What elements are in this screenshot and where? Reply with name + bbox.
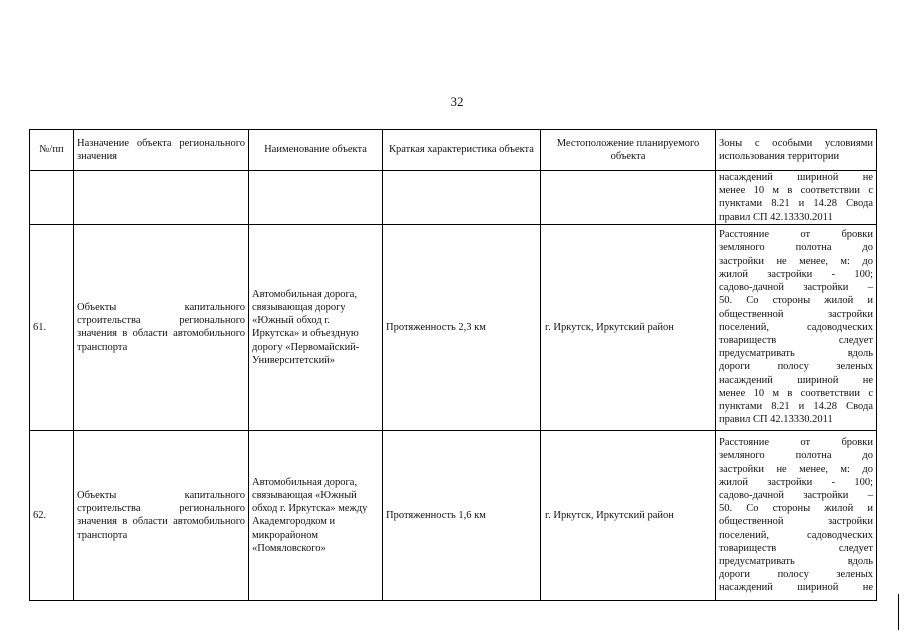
header-characteristic: Краткая характеристика объекта bbox=[383, 130, 541, 171]
zones-line: земляного полотна до bbox=[719, 242, 873, 254]
zones-line: товариществ следует bbox=[719, 542, 873, 554]
zones-line: дороги полосу зеленых bbox=[719, 569, 873, 581]
zones-line: Расстояние от бровки bbox=[719, 229, 873, 241]
cell-num: 61. bbox=[30, 224, 74, 430]
zones-line: дороги полосу зеленых bbox=[719, 361, 873, 373]
header-name: Наименование объекта bbox=[249, 130, 383, 171]
zones-line: застройки не менее, м: до bbox=[719, 463, 873, 475]
zones-line: земляного полотна до bbox=[719, 450, 873, 462]
table-header-row bbox=[30, 130, 877, 171]
zones-line: поселений, садоводческих bbox=[719, 321, 873, 333]
header-zones: Зоны с особыми условиями использования территории bbox=[716, 130, 877, 171]
cell-zones bbox=[716, 430, 877, 600]
cell-zones-continuation bbox=[716, 171, 877, 225]
zones-line: общественной застройки bbox=[719, 308, 873, 320]
zones-line: пунктами 8.21 и 14.28 Свода bbox=[719, 400, 873, 412]
header-num: №/пп bbox=[30, 130, 74, 171]
page-number: 32 bbox=[450, 94, 464, 109]
cell-num: 62. bbox=[30, 430, 74, 600]
zones-line: насаждений шириной не bbox=[719, 374, 873, 386]
zones-line: менее 10 м в соответствии с bbox=[719, 185, 873, 197]
scan-edge-line bbox=[898, 594, 899, 630]
zones-line: общественной застройки bbox=[719, 516, 873, 528]
zones-line: насаждений шириной не bbox=[719, 582, 873, 594]
table-row-continuation bbox=[30, 171, 877, 225]
cell-empty bbox=[541, 171, 716, 225]
cell-zones bbox=[716, 224, 877, 430]
zones-line: жилой застройки - 100; bbox=[719, 476, 873, 488]
zones-line: жилой застройки - 100; bbox=[719, 268, 873, 280]
header-purpose: Назначение объекта регионального значения bbox=[74, 130, 249, 171]
cell-purpose: Объекты капитального строительства регионального значения в области автомобильного транспорта bbox=[74, 430, 249, 600]
cell-name: Автомобильная дорога, связывающая «Южный обход г. Иркутска» между Академгородком и микрорайоном «Помяловского» bbox=[249, 430, 383, 600]
header-location: Местоположение планируемого объекта bbox=[541, 130, 716, 171]
zones-line: правил СП 42.13330.2011 bbox=[719, 211, 833, 223]
zones-line: правил СП 42.13330.2011 bbox=[719, 414, 833, 426]
cell-purpose: Объекты капитального строительства регионального значения в области автомобильного транспорта bbox=[74, 224, 249, 430]
table-row bbox=[30, 224, 877, 430]
cell-empty bbox=[249, 171, 383, 225]
cell-characteristic: Протяженность 2,3 км bbox=[383, 224, 541, 430]
zones-line: предусматривать вдоль bbox=[719, 348, 873, 360]
zones-line: Расстояние от бровки bbox=[719, 437, 873, 449]
cell-location: г. Иркутск, Иркутский район bbox=[541, 224, 716, 430]
zones-line: садово-дачной застройки – bbox=[719, 282, 873, 294]
zones-line: менее 10 м в соответствии с bbox=[719, 387, 873, 399]
cell-characteristic: Протяженность 1,6 км bbox=[383, 430, 541, 600]
cell-empty bbox=[30, 171, 74, 225]
objects-table bbox=[29, 129, 877, 601]
zones-line: пунктами 8.21 и 14.28 Свода bbox=[719, 198, 873, 210]
cell-location: г. Иркутск, Иркутский район bbox=[541, 430, 716, 600]
zones-line: 50. Со стороны жилой и bbox=[719, 503, 873, 515]
zones-line: насаждений шириной не bbox=[719, 172, 873, 183]
cell-empty bbox=[383, 171, 541, 225]
zones-line: товариществ следует bbox=[719, 334, 873, 346]
zones-line: 50. Со стороны жилой и bbox=[719, 295, 873, 307]
cell-empty bbox=[74, 171, 249, 225]
zones-line: садово-дачной застройки – bbox=[719, 489, 873, 501]
zones-line: предусматривать вдоль bbox=[719, 555, 873, 567]
zones-line: поселений, садоводческих bbox=[719, 529, 873, 541]
zones-line: застройки не менее, м: до bbox=[719, 255, 873, 267]
cell-name: Автомобильная дорога, связывающая дорогу «Южный обход г. Иркутска» и объездную дорогу «Первомайский-Университетский» bbox=[249, 224, 383, 430]
table-row bbox=[30, 430, 877, 600]
